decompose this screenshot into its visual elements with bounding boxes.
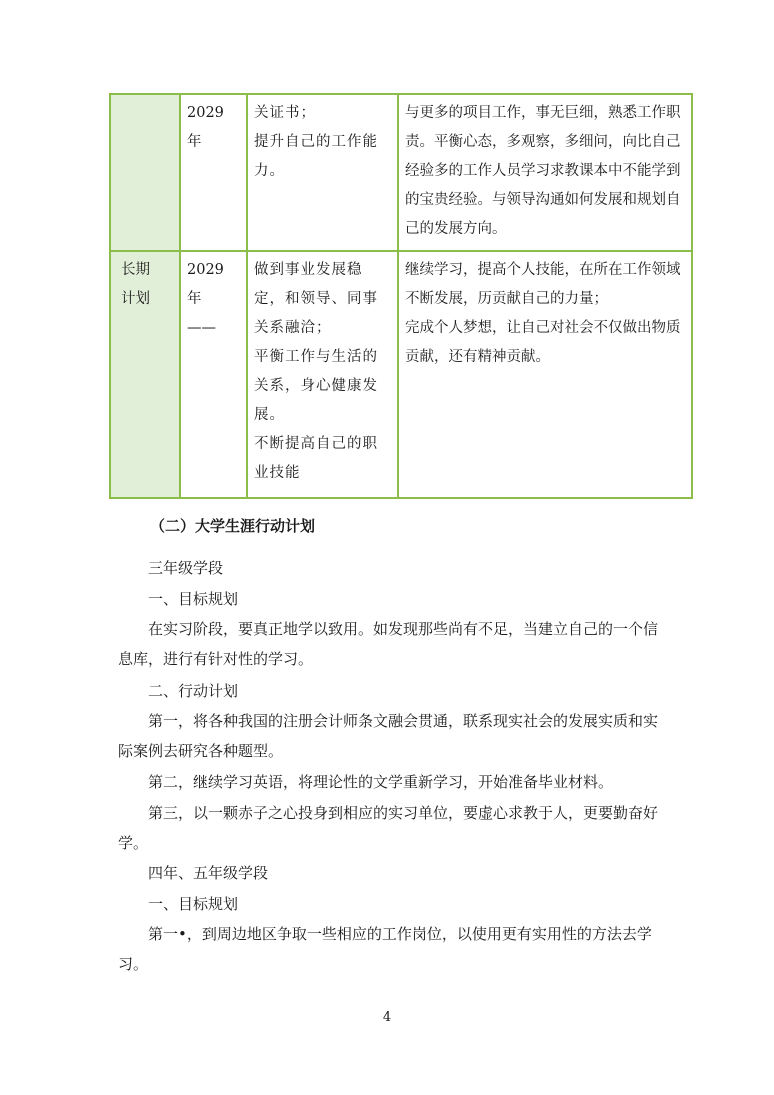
- measure-line: 继续学习，提高个人技能，在所在工作领域不断发展，历贡献自己的力量；: [405, 262, 681, 307]
- paragraph: 三年级学段: [148, 559, 224, 577]
- plan-type-label: 长期计划: [121, 262, 150, 307]
- year-cell: [180, 251, 247, 498]
- goal-line: 不断提高自己的职业技能: [254, 436, 378, 481]
- year-suffix: 年: [187, 134, 202, 150]
- goal-line: 平衡工作与生活的关系，身心健康发展。: [254, 349, 378, 423]
- career-plan-table: [109, 93, 693, 499]
- paragraph: 第一，将各种我国的注册会计师条文融会贯通，联系现实社会的发展实质和实际案例去研究各种题型。: [118, 712, 659, 760]
- paragraph: 第二，继续学习英语，将理论性的文学重新学习，开始准备毕业材料。: [148, 773, 614, 791]
- year-value: 2029: [187, 105, 224, 121]
- plan-type-cell: [110, 94, 180, 251]
- year-cell: [180, 94, 247, 251]
- paragraph: 一、目标规划: [148, 590, 239, 608]
- goal-cell: [247, 94, 398, 251]
- year-value: 2029: [187, 262, 224, 278]
- paragraph: 二、行动计划: [148, 682, 239, 700]
- measure-line: 与更多的项目工作，事无巨细，熟悉工作职责。平衡心态，多观察，多细问，向比自己经验多的工作人员学习求教课本中不能学到的宝贵经验。与领导沟通如何发展和规划自己的发展方向。: [405, 105, 681, 237]
- section-heading: （二）大学生涯行动计划: [150, 517, 316, 535]
- measure-line: 完成个人梦想，让自己对社会不仅做出物质贡献，还有精神贡献。: [405, 320, 681, 365]
- goal-line: 关证书；: [254, 105, 316, 121]
- year-suffix: 年: [187, 291, 202, 307]
- measure-cell: [398, 94, 692, 251]
- goal-line: 提升自己的工作能力。: [254, 134, 378, 179]
- paragraph: 一、目标规划: [148, 895, 239, 913]
- plan-type-cell: [110, 251, 180, 498]
- table-row: [110, 251, 692, 498]
- paragraph: 第三，以一颗赤子之心投身到相应的实习单位，要虚心求教于人，更要勤奋好学。: [118, 804, 659, 852]
- goal-line: 做到事业发展稳定，和领导、同事关系融洽；: [254, 262, 378, 336]
- goal-cell: [247, 251, 398, 498]
- page-number: 4: [382, 1010, 392, 1025]
- paragraph: 四年、五年级学段: [148, 864, 269, 882]
- paragraph: 第一•，到周边地区争取一些相应的工作岗位，以使用更有实用性的方法去学习。: [118, 925, 652, 973]
- measure-cell: [398, 251, 692, 498]
- year-dash: ——: [187, 320, 216, 336]
- table-row: [110, 94, 692, 251]
- paragraph: 在实习阶段，要真正地学以致用。如发现那些尚有不足，当建立自己的一个信息库，进行有针对性的学习。: [118, 620, 659, 668]
